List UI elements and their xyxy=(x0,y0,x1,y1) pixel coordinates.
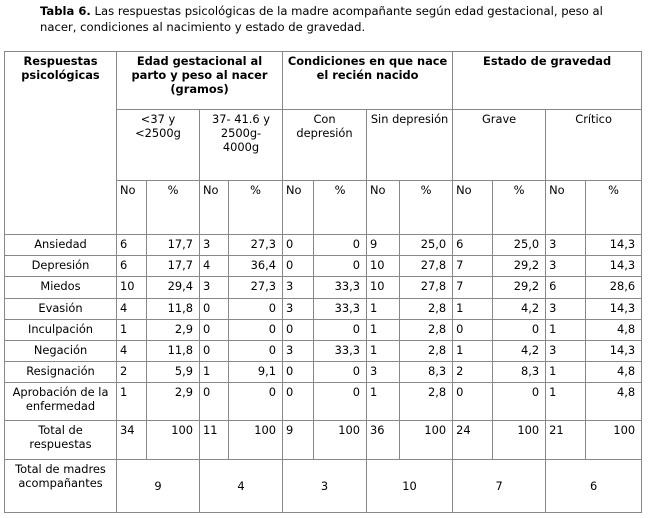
cell-percent: 100 xyxy=(493,421,546,459)
caption-label: Tabla 6. xyxy=(40,4,91,18)
cell-count: 1 xyxy=(453,340,493,361)
table-row xyxy=(5,277,642,298)
cell-percent: 2,9 xyxy=(147,383,200,421)
row-label: Total de respuestas xyxy=(5,421,117,459)
cell-count: 2 xyxy=(453,361,493,382)
cell-percent: 0 xyxy=(314,383,367,421)
cell-count: 24 xyxy=(453,421,493,459)
psych-responses-table xyxy=(4,51,642,513)
cell-count: 4 xyxy=(117,340,147,361)
cell-percent: 2,9 xyxy=(147,319,200,340)
cell-count: 3 xyxy=(367,361,400,382)
cell-count: 1 xyxy=(546,319,586,340)
header-row-label: Respuestas psicológicas xyxy=(5,52,117,235)
col-header-no: No xyxy=(546,180,586,234)
cell-count: 2 xyxy=(117,361,147,382)
cell-percent: 14,3 xyxy=(586,298,642,319)
cell-percent: 33,3 xyxy=(314,340,367,361)
table-row xyxy=(5,340,642,361)
header-group-gestational: Edad gestacional al parto y peso al nacer (gramos) xyxy=(117,52,283,110)
cell-count: 6 xyxy=(453,235,493,256)
cell-count: 34 xyxy=(117,421,147,459)
cell-percent: 27,8 xyxy=(400,277,453,298)
cell-total-mothers: 9 xyxy=(117,459,200,512)
cell-percent: 100 xyxy=(400,421,453,459)
cell-percent: 4,8 xyxy=(586,319,642,340)
cell-count: 0 xyxy=(453,319,493,340)
header-group-severity: Estado de gravedad xyxy=(453,52,642,110)
cell-percent: 14,3 xyxy=(586,340,642,361)
table-row xyxy=(5,361,642,382)
cell-count: 10 xyxy=(117,277,147,298)
total-responses-row xyxy=(5,421,642,459)
cell-percent: 100 xyxy=(314,421,367,459)
cell-count: 3 xyxy=(283,298,314,319)
cell-count: 0 xyxy=(283,256,314,277)
cell-total-mothers: 10 xyxy=(367,459,453,512)
subheader-sin-depresion: Sin depresión xyxy=(367,110,453,180)
cell-percent: 8,3 xyxy=(400,361,453,382)
cell-count: 7 xyxy=(453,256,493,277)
cell-count: 1 xyxy=(546,383,586,421)
cell-count: 1 xyxy=(117,383,147,421)
cell-percent: 0 xyxy=(314,361,367,382)
cell-percent: 0 xyxy=(314,319,367,340)
cell-percent: 29,2 xyxy=(493,256,546,277)
cell-count: 0 xyxy=(283,361,314,382)
cell-count: 0 xyxy=(283,319,314,340)
cell-count: 1 xyxy=(367,298,400,319)
cell-percent: 2,8 xyxy=(400,298,453,319)
cell-percent: 100 xyxy=(586,421,642,459)
cell-count: 21 xyxy=(546,421,586,459)
cell-count: 4 xyxy=(117,298,147,319)
cell-count: 6 xyxy=(117,235,147,256)
cell-percent: 29,4 xyxy=(147,277,200,298)
cell-percent: 25,0 xyxy=(493,235,546,256)
cell-total-mothers: 4 xyxy=(200,459,283,512)
cell-count: 9 xyxy=(367,235,400,256)
cell-percent: 0 xyxy=(493,319,546,340)
cell-percent: 11,8 xyxy=(147,340,200,361)
col-header-pct: % xyxy=(400,180,453,234)
cell-count: 3 xyxy=(200,277,229,298)
cell-percent: 25,0 xyxy=(400,235,453,256)
cell-count: 0 xyxy=(200,298,229,319)
cell-count: 0 xyxy=(453,383,493,421)
cell-percent: 11,8 xyxy=(147,298,200,319)
cell-percent: 4,8 xyxy=(586,383,642,421)
col-header-pct: % xyxy=(147,180,200,234)
cell-percent: 27,3 xyxy=(229,235,283,256)
cell-percent: 5,9 xyxy=(147,361,200,382)
col-header-pct: % xyxy=(493,180,546,234)
row-label: Depresión xyxy=(5,256,117,277)
cell-count: 1 xyxy=(367,340,400,361)
cell-count: 3 xyxy=(283,277,314,298)
cell-percent: 27,3 xyxy=(229,277,283,298)
cell-percent: 14,3 xyxy=(586,235,642,256)
cell-count: 6 xyxy=(117,256,147,277)
col-header-pct: % xyxy=(314,180,367,234)
cell-count: 1 xyxy=(367,383,400,421)
cell-count: 3 xyxy=(546,340,586,361)
cell-percent: 27,8 xyxy=(400,256,453,277)
cell-total-mothers: 7 xyxy=(453,459,546,512)
cell-count: 1 xyxy=(117,319,147,340)
cell-count: 11 xyxy=(200,421,229,459)
cell-percent: 2,8 xyxy=(400,340,453,361)
cell-total-mothers: 6 xyxy=(546,459,642,512)
cell-percent: 0 xyxy=(229,298,283,319)
cell-count: 10 xyxy=(367,277,400,298)
cell-count: 0 xyxy=(283,235,314,256)
cell-percent: 2,8 xyxy=(400,383,453,421)
cell-percent: 4,2 xyxy=(493,340,546,361)
cell-percent: 9,1 xyxy=(229,361,283,382)
cell-percent: 0 xyxy=(314,235,367,256)
subheader-con-depresion: Con depresión xyxy=(283,110,367,180)
header-group-conditions: Condiciones en que nace el recién nacido xyxy=(283,52,453,110)
table-row xyxy=(5,319,642,340)
row-label: Inculpación xyxy=(5,319,117,340)
col-header-pct: % xyxy=(229,180,283,234)
cell-percent: 8,3 xyxy=(493,361,546,382)
row-label: Resignación xyxy=(5,361,117,382)
cell-count: 4 xyxy=(200,256,229,277)
cell-percent: 100 xyxy=(147,421,200,459)
cell-count: 1 xyxy=(367,319,400,340)
cell-percent: 100 xyxy=(229,421,283,459)
cell-count: 36 xyxy=(367,421,400,459)
cell-count: 3 xyxy=(546,256,586,277)
cell-percent: 0 xyxy=(493,383,546,421)
subheader-preterm: <37 y <2500g xyxy=(117,110,200,180)
cell-percent: 14,3 xyxy=(586,256,642,277)
cell-count: 3 xyxy=(200,235,229,256)
cell-percent: 0 xyxy=(229,319,283,340)
cell-percent: 0 xyxy=(229,383,283,421)
col-header-no: No xyxy=(367,180,400,234)
cell-count: 3 xyxy=(546,235,586,256)
cell-count: 1 xyxy=(546,361,586,382)
cell-percent: 17,7 xyxy=(147,235,200,256)
cell-percent: 29,2 xyxy=(493,277,546,298)
cell-percent: 28,6 xyxy=(586,277,642,298)
cell-count: 0 xyxy=(200,340,229,361)
subheader-term: 37- 41.6 y 2500g-4000g xyxy=(200,110,283,180)
cell-percent: 33,3 xyxy=(314,277,367,298)
cell-percent: 4,8 xyxy=(586,361,642,382)
cell-count: 9 xyxy=(283,421,314,459)
cell-percent: 33,3 xyxy=(314,298,367,319)
row-label: Negación xyxy=(5,340,117,361)
table-row xyxy=(5,256,642,277)
cell-percent: 0 xyxy=(229,340,283,361)
cell-count: 1 xyxy=(200,361,229,382)
col-header-no: No xyxy=(453,180,493,234)
table-row xyxy=(5,298,642,319)
cell-count: 0 xyxy=(200,319,229,340)
subheader-grave: Grave xyxy=(453,110,546,180)
cell-count: 3 xyxy=(283,340,314,361)
row-label: Evasión xyxy=(5,298,117,319)
cell-count: 1 xyxy=(453,298,493,319)
cell-percent: 36,4 xyxy=(229,256,283,277)
cell-percent: 4,2 xyxy=(493,298,546,319)
table-row xyxy=(5,235,642,256)
cell-percent: 17,7 xyxy=(147,256,200,277)
table-caption xyxy=(40,3,640,35)
subheader-critico: Crítico xyxy=(546,110,642,180)
caption-text: Las respuestas psicológicas de la madre acompañante según edad gestacional, peso al nacer, condiciones al nacimiento y estado de gravedad. xyxy=(40,4,603,34)
cell-count: 0 xyxy=(283,383,314,421)
col-header-no: No xyxy=(117,180,147,234)
row-label: Ansiedad xyxy=(5,235,117,256)
row-label: Total de madres acompañantes xyxy=(5,459,117,512)
cell-count: 3 xyxy=(546,298,586,319)
cell-percent: 2,8 xyxy=(400,319,453,340)
cell-count: 0 xyxy=(200,383,229,421)
row-label: Aprobación de la enfermedad xyxy=(5,383,117,421)
table-row xyxy=(5,383,642,421)
cell-count: 10 xyxy=(367,256,400,277)
cell-percent: 0 xyxy=(314,256,367,277)
col-header-pct: % xyxy=(586,180,642,234)
cell-count: 6 xyxy=(546,277,586,298)
cell-total-mothers: 3 xyxy=(283,459,367,512)
cell-count: 7 xyxy=(453,277,493,298)
col-header-no: No xyxy=(200,180,229,234)
col-header-no: No xyxy=(283,180,314,234)
row-label: Miedos xyxy=(5,277,117,298)
total-mothers-row xyxy=(5,459,642,512)
